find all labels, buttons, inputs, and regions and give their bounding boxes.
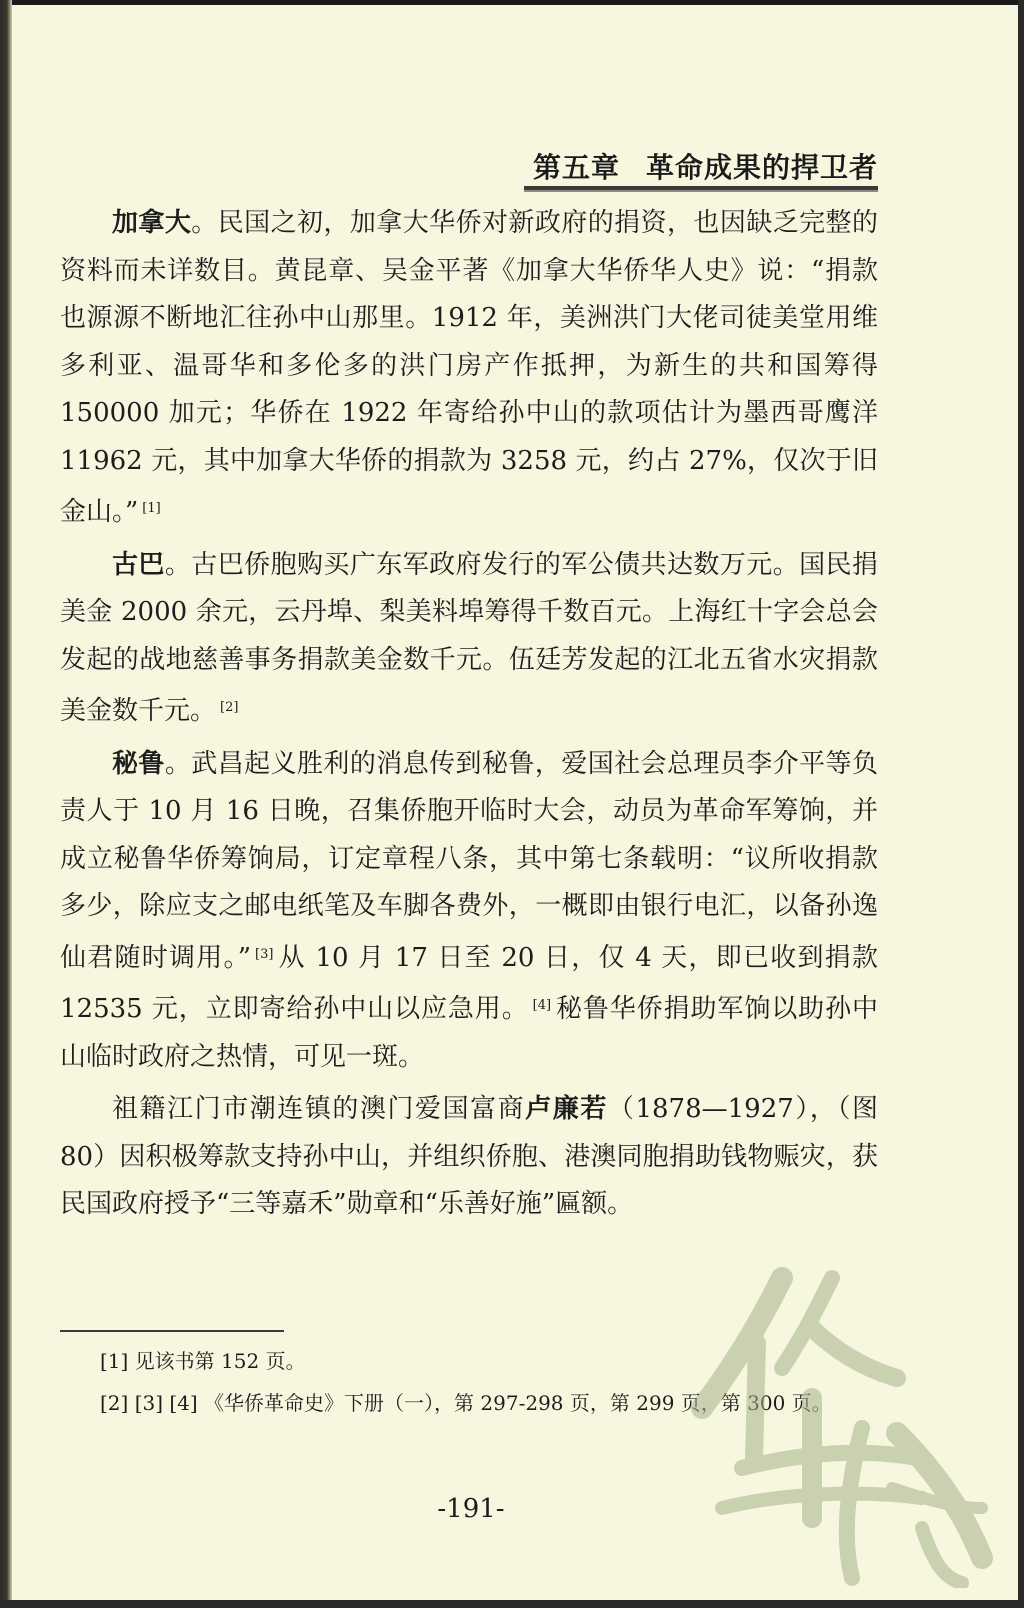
paragraph-text: 。古巴侨胞购买广东军政府发行的军公债共达数万元。国民捐美金 2000 余元，云丹埠、梨美料埠筹得千数百元。上海红十字会总会发起的战地慈善事务捐款美金数千元。伍廷芳发起的江北五省水灾捐款美金数千元。 xyxy=(60,549,878,726)
paragraph-text: 。武昌起义胜利的消息传到秘鲁，爱国社会总理员李介平等负责人于 10 月 16 日晚，召集侨胞开临时大会，动员为革命军筹饷，并成立秘鲁华侨筹饷局，订定章程八条，其中第七条载明：“议所收捐款多少，除应支之邮电纸笔及车脚各费外，一概即由银行电汇，以备孙逸仙君随时调用。” xyxy=(60,748,878,973)
paragraph-lead: 古巴 xyxy=(112,549,165,580)
chapter-number: 第五章 xyxy=(532,151,620,184)
page-number: -191- xyxy=(437,1494,505,1524)
paragraph-text: 。民国之初，加拿大华侨对新政府的捐资，也因缺乏完整的资料而未详数目。黄昆章、吴金平著《加拿大华侨华人史》说：“捐款也源源不断地汇往孙中山那里。1912 年，美洲洪门大佬司徒美堂用维多利亚、温哥华和多伦多的洪门房产作抵押，为新生的共和国筹得 150000 加元；华侨在 1922 年寄给孙中山的款项估计为墨西哥鹰洋 11962 元，其中加拿大华侨的捐款为 3258 元，约占 27%，仅次于旧金山。” xyxy=(60,208,878,527)
running-head xyxy=(533,146,878,186)
paragraph-text: 秘鲁华侨捐助军饷以助孙中山临时政府之热情，可见一斑。 xyxy=(60,994,878,1072)
watermark-calligraphy-logo xyxy=(662,1258,1002,1588)
paragraph-lead: 加拿大 xyxy=(112,208,192,238)
scan-edge-left xyxy=(0,0,12,1608)
running-head-rule xyxy=(524,186,878,190)
paragraph-cuba xyxy=(60,542,878,736)
footnote-item: [1] 见该书第 152 页。 xyxy=(100,1349,306,1373)
paragraph-text: （1878—1927），（图 80）因积极筹款支持孙中山，并组织侨胞、港澳同胞捐助钱物赈灾，获民国政府授予“三等嘉禾”勋章和“乐善好施”匾额。 xyxy=(60,1094,878,1219)
paragraph-lu-lianruo xyxy=(60,1086,878,1229)
paragraph-peru xyxy=(60,741,878,1082)
paragraph-canada xyxy=(60,200,878,537)
paragraph-text: 祖籍江门市潮连镇的澳门爱国富商 xyxy=(112,1094,526,1124)
chapter-title: 革命成果的捍卫者 xyxy=(645,151,878,184)
scan-edge-bottom xyxy=(0,1600,1024,1608)
footnote-ref[interactable]: [2] xyxy=(220,700,239,715)
footnote-ref[interactable]: [4] xyxy=(532,998,552,1013)
paragraph-lead: 秘鲁 xyxy=(112,748,165,779)
footnote-ref[interactable]: [3] xyxy=(255,946,274,962)
footnote-ref[interactable]: [1] xyxy=(142,501,161,516)
paragraph-lead: 卢廉若 xyxy=(525,1094,608,1124)
footnote-rule xyxy=(60,1330,284,1332)
footnote-item: [2] [3] [4] 《华侨革命史》下册（一），第 297-298 页，第 299 页，第 300 页。 xyxy=(100,1391,832,1415)
scan-edge-top xyxy=(0,0,1024,5)
body-text xyxy=(60,200,878,1234)
scan-edge-right xyxy=(1018,0,1024,1608)
paragraph-text: 从 10 月 17 日至 20 日，仅 4 天，即已收到捐款 12535 元，立即寄给孙中山以应急用。 xyxy=(60,942,878,1024)
